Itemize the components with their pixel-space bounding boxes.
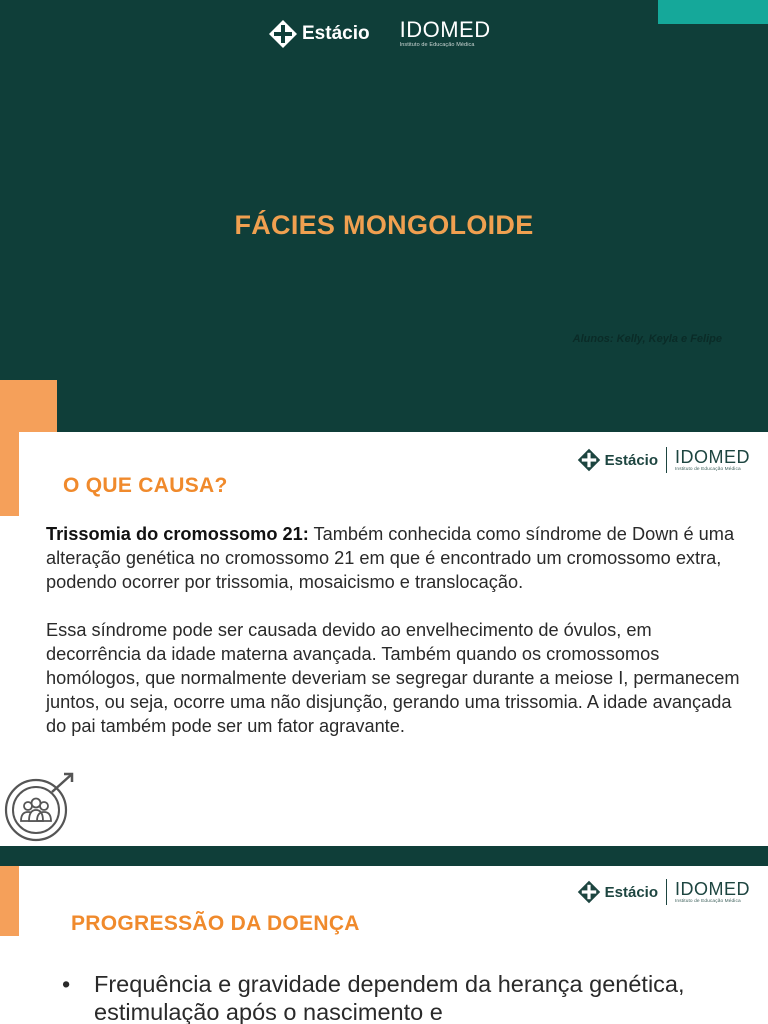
title-slide [0, 0, 768, 432]
idomed-wordmark: IDOMED [675, 446, 750, 467]
section-heading: PROGRESSÃO DA DOENÇA [71, 912, 360, 935]
progression-slide [0, 866, 768, 1024]
slide-title: FÁCIES MONGOLOIDE [234, 210, 534, 240]
header-logos [268, 14, 491, 54]
paragraph-causes: Essa síndrome pode ser causada devido ao envelhecimento de óvulos, em decorrência da idade materna avançada. Também quando os cromossomos homólogos, que normalmente deveriam se segregar durante a meiose I, permanecem juntos, ou seja, ocorre uma não disjunção, gerando uma trissomia. A idade avançada do pai também pode ser um fator agravante. [46, 620, 740, 736]
definition-text: Também conhecida como síndrome de Down é uma alteração genética no cromossomo 21 em que é encontrado um cromossomo extra, podendo ocorrer por trissomia, mosaicismo e translocação. [46, 524, 735, 592]
paragraph-definition [46, 522, 746, 594]
group-target-icon [2, 772, 74, 844]
idomed-subtitle: Instituto de Educação Médica [675, 898, 741, 904]
list-item-text: Frequência e gravidade dependem da herança genética, estimulação após o nascimento e [94, 971, 685, 1024]
cause-slide [0, 432, 768, 846]
idomed-subtitle: Instituto de Educação Médica [399, 42, 475, 49]
bullet-list [62, 970, 752, 1024]
orange-accent-bar [0, 866, 19, 936]
idomed-wordmark: IDOMED [399, 17, 491, 43]
orange-accent-block [0, 380, 57, 432]
idomed-logo [400, 19, 491, 49]
logo-separator [666, 447, 667, 473]
section-heading: O QUE CAUSA? [63, 474, 228, 497]
list-item [62, 970, 752, 1024]
bullet-icon: • [62, 971, 71, 997]
header-logos [577, 444, 750, 476]
header-logos [577, 876, 750, 908]
logo-separator [666, 879, 667, 905]
idomed-logo [675, 448, 750, 473]
idomed-wordmark: IDOMED [675, 878, 750, 899]
idomed-subtitle: Instituto de Educação Médica [675, 466, 741, 472]
estacio-wordmark: Estácio [604, 883, 658, 901]
students-credit: Alunos: Kelly, Keyla e Felipe [572, 333, 722, 345]
teal-accent-bar [658, 0, 768, 24]
estacio-logo-icon [577, 448, 601, 472]
estacio-wordmark: Estácio [604, 451, 658, 469]
estacio-wordmark: Estácio [302, 23, 370, 44]
idomed-logo [675, 880, 750, 905]
slide-divider-band [0, 846, 768, 866]
slide-body [46, 522, 746, 738]
orange-accent-bar [0, 432, 19, 516]
term-label: Trissomia do cromossomo 21: [46, 524, 309, 544]
estacio-logo-icon [577, 880, 601, 904]
estacio-logo-icon [268, 19, 298, 49]
